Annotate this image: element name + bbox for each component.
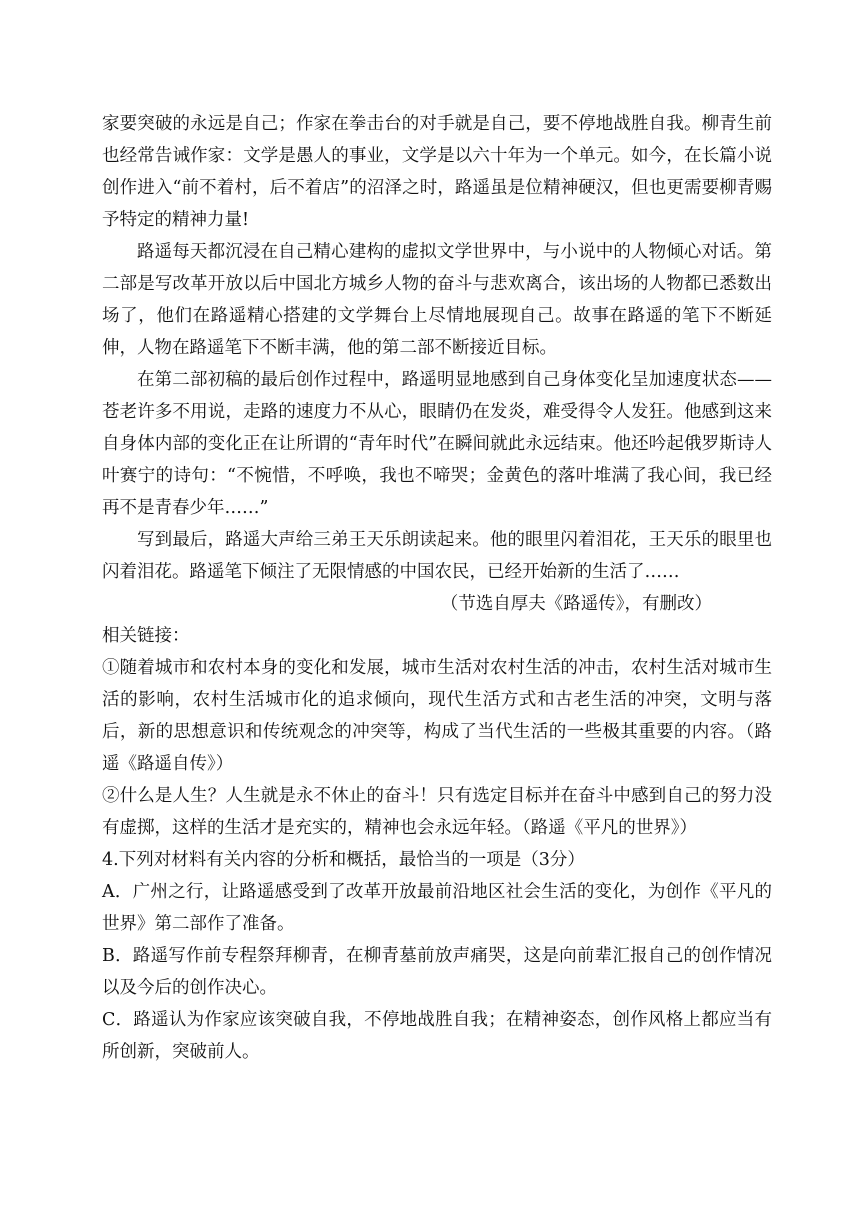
question-title: 4.下列对材料有关内容的分析和概括，最恰当的一项是（3分） (102, 850, 585, 870)
option-c: C．路遥认为作家应该突破自我，不停地战胜自我；在精神姿态，创作风格上都应当有所创新，突破前人。 (102, 1010, 772, 1062)
option-a: A．广州之行，让路遥感受到了改革开放最前沿地区社会生活的变化，为创作《平凡的世界》第二部作了准备。 (102, 882, 772, 934)
option-b: B．路遥写作前专程祭拜柳青，在柳青墓前放声痛哭，这是向前辈汇报自己的创作情况以及今后的创作决心。 (102, 946, 772, 998)
article-source: （节选自厚夫《路遥传》，有删改） (440, 594, 712, 614)
article-paragraph-3: 在第二部初稿的最后创作过程中，路遥明显地感到自己身体变化呈加速度状态——苍老许多不用说，走路的速度力不从心，眼睛仍在发炎，难受得令人发狂。他感到这来自身体内部的变化正在让所谓的“青年时代”在瞬间就此永远结束。他还吟起俄罗斯诗人叶赛宁的诗句：“不惋惜，不呼唤，我也不啼哭；金黄色的落叶堆满了我心间，我已经再不是青春少年……” (102, 370, 772, 518)
article-paragraph-2: 路遥每天都沉浸在自己精心建构的虚拟文学世界中，与小说中的人物倾心对话。第二部是写改革开放以后中国北方城乡人物的奋斗与悲欢离合，该出场的人物都已悉数出场了，他们在路遥精心搭建的文学舞台上尽情地展现自己。故事在路遥的笔下不断延伸，人物在路遥笔下不断丰满，他的第二部不断接近目标。 (102, 242, 772, 358)
links-heading: 相关链接： (102, 626, 190, 646)
document-page (102, 108, 772, 1068)
link-item-1: ①随着城市和农村本身的变化和发展，城市生活对农村生活的冲击，农村生活对城市生活的影响，农村生活城市化的追求倾向，现代生活方式和古老生活的冲突，文明与落后，新的思想意识和传统观念的冲突等，构成了当代生活的一些极其重要的内容。（路遥《路遥自传》） (102, 658, 772, 774)
article-paragraph-1: 家要突破的永远是自己；作家在拳击台的对手就是自己，要不停地战胜自我。柳青生前也经常告诫作家：文学是愚人的事业，文学是以六十年为一个单元。如今，在长篇小说创作进入“前不着村，后不着店”的沼泽之时，路遥虽是位精神硬汉，但也更需要柳青赐予特定的精神力量! (102, 114, 772, 230)
article-paragraph-4: 写到最后，路遥大声给三弟王天乐朗读起来。他的眼里闪着泪花，王天乐的眼里也闪着泪花。路遥笔下倾注了无限情感的中国农民，已经开始新的生活了…… (102, 530, 772, 582)
link-item-2: ②什么是人生？人生就是永不休止的奋斗！只有选定目标并在奋斗中感到自己的努力没有虚掷，这样的生活才是充实的，精神也会永远年轻。（路遥《平凡的世界》） (102, 786, 772, 838)
